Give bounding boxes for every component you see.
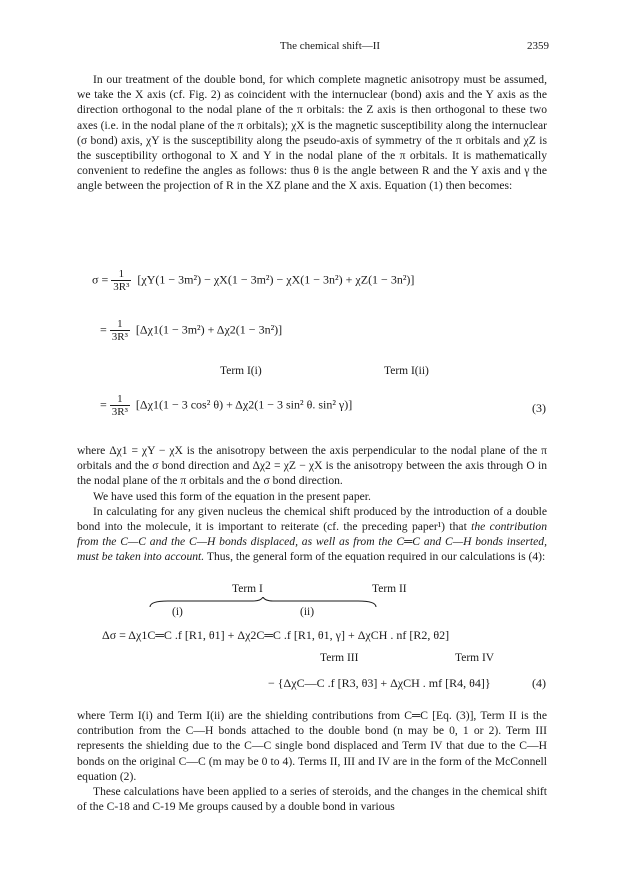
equation-3-line-1: σ = $\frac{1}{\text{3R³}}$ [χY(1 − 3m²) − χX(1 − 3m²) − χX(1 − 3n²) + χZ(1 − 3n²)] <box>92 268 415 293</box>
equation-4-line-1: Δσ = Δχ1C═C .f [R1, θ1] + Δχ2C═C .f [R1, θ1, γ] + ΔχCH . nf [R2, θ2] <box>102 628 450 642</box>
equation-3-line-3: = $\frac{1}{\text{3R³}}$ [Δχ1(1 − 3 cos² θ) + Δχ2(1 − 3 sin² θ. sin² γ)] <box>100 393 353 418</box>
fraction: $\frac{1}{\text{3R³}}$ <box>111 318 128 343</box>
fraction: $\frac{1}{\text{3R³}}$ <box>111 393 128 418</box>
paragraph-steroids: These calculations have been applied to a series of steroids, and the changes in the chemical shift of the C-18 and C-19 Me groups caused by a double bond in various <box>77 785 547 814</box>
label-term-II: Term II <box>372 583 407 595</box>
running-header <box>0 40 624 56</box>
running-title: The chemical shift—II <box>279 40 381 52</box>
equation-3-number: (3) <box>532 401 546 415</box>
page-number: 2359 <box>527 40 549 52</box>
paragraph-anisotropy: where Δχ1 = χY − χX is the anisotropy between the axis perpendicular to the nodal plane of the π orbitals and the σ bond direction and Δχ2 = χZ − χX is the anisotropy between the axis through O in the nodal plane of the π orbitals and the σ bond direction. We have used this form of the equation in the present paper. In calculating for any given nucleus the chemical shift produced by the introduction of a double bond into the molecule, it is important to reiterate (cf. the preceding paper¹) that the contribution from the C—C and the C—H bonds displaced, as well as from the C═C and C—H bonds inserted, must be taken into account. Thus, the general form of the equation required in our calculations is (4): <box>77 444 548 564</box>
label-term-ii: Term I(ii) <box>384 365 429 377</box>
paragraph-calculation: In calculating for any given nucleus the chemical shift produced by the introduction of a double bond into the molecule, it is important to reiterate (cf. the preceding paper¹) that the contribution from the C—C and the C—H bonds displaced, as well as from the C═C and C—H bonds inserted, must be taken into account. Thus, the general form of the equation required in our calculations is (4): <box>77 504 548 564</box>
fraction: $\frac{1}{\text{3R³}}$ <box>113 268 130 293</box>
label-term-i: Term I(i) <box>220 365 262 377</box>
label-sub-ii: (ii) <box>300 606 315 618</box>
equation-4-number: (4) <box>532 676 546 690</box>
equation-4-line-2: − {ΔχC—C .f [R3, θ3] + ΔχCH . mf [R4, θ4]} <box>268 676 491 690</box>
label-term-I: Term I <box>232 583 263 595</box>
label-term-IV: Term IV <box>455 652 495 664</box>
label-sub-i: (i) <box>172 606 183 618</box>
paragraph-axes: In our treatment of the double bond, for which complete magnetic anisotropy must be assumed, we take the X axis (cf. Fig. 2) as coincident with the internuclear (bond) axis and the Y axis as the direction orthogonal to the nodal plane of the π orbitals: the Z axis is then orthogonal to these two axes (i.e. in the nodal plane of the π orbitals); χX is the magnetic susceptibility along the internuclear (σ bond) axis, χY is the susceptibility along the pseudo-axis of symmetry of the π orbitals and χZ is the susceptibility orthogonal to X and Y in the nodal plane of the π orbitals. It is mathematically convenient to redefine the angles as follows: thus θ is the angle between R and the Y axis and γ the angle between the projection of R in the XZ plane and the X axis. Equation (1) then becomes: <box>77 73 547 193</box>
label-term-III: Term III <box>320 652 359 664</box>
equation-3-line-2: = $\frac{1}{\text{3R³}}$ [Δχ1(1 − 3m²) + Δχ2(1 − 3n²)] <box>100 318 283 343</box>
paragraph-terms: where Term I(i) and Term I(ii) are the shielding contributions from C═C [Eq. (3)], Term II is the contribution from the C—H bonds attached to the double bond (n may be 0, 1 or 2). Term III represents the shielding due to the C—C single bond displaced and Term IV that due to the C—H bonds on the original C—C (m may be 0 to 4). Terms II, III and IV are in the form of the McConnell equation (2). These calculations have been applied to a series of steroids, and the changes in the chemical shift of the C-18 and C-19 Me groups caused by a double bond in various <box>77 709 547 814</box>
